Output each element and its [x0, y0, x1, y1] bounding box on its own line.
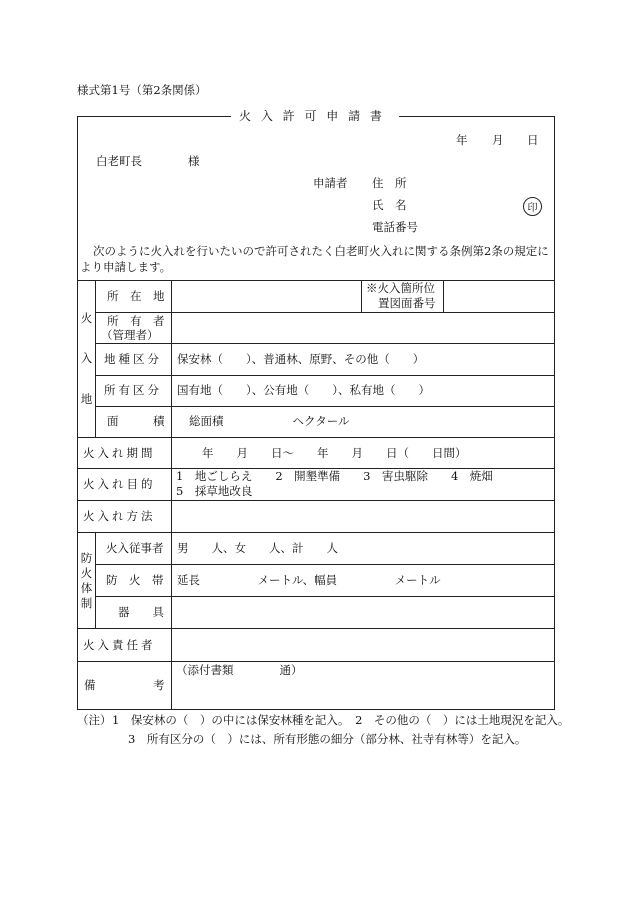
fireprev-group-char-3: 体	[80, 580, 93, 595]
rule-land-bottom	[77, 437, 555, 438]
location-label: 所 在 地	[107, 289, 165, 303]
workers-value: 男 人、女 人、計 人	[177, 541, 338, 555]
rule-land-group-divider	[95, 280, 96, 437]
firebreak-label: 防 火 帯	[106, 573, 164, 587]
purpose-label: 火入れ目的	[83, 477, 156, 491]
equipment-label: 器 具	[118, 605, 164, 619]
fireprev-group-char-2: 火	[80, 565, 93, 580]
form-id: 様式第1号（第2条関係）	[77, 83, 207, 97]
notes-label: （注）	[77, 713, 112, 727]
rule-purpose-bottom	[77, 500, 555, 501]
applicant-address-label: 住 所	[372, 176, 407, 190]
responsible-label: 火入責任者	[83, 638, 156, 652]
applicant-label: 申請者	[313, 176, 348, 190]
land-group-label	[78, 312, 95, 406]
seal-stamp-icon: 印	[523, 197, 542, 216]
fireprev-group-char-4: 制	[80, 595, 93, 610]
rule-firebreak-bottom	[95, 596, 555, 597]
workers-label: 火入従事者	[106, 541, 164, 555]
addressee-honorific: 様	[188, 154, 200, 168]
purpose-line2: 5 採草地改良	[176, 484, 253, 498]
fireprev-group-label	[78, 552, 95, 610]
applicant-name-label: 氏 名	[372, 198, 407, 212]
purpose-line1: 1 地ごしらえ 2 開墾準備 3 害虫駆除 4 焼畑	[176, 469, 493, 483]
applicant-phone-label: 電話番号	[372, 220, 418, 234]
period-label: 火入れ期間	[83, 446, 156, 460]
rule-method-bottom	[77, 532, 555, 533]
rule-owner-bottom	[95, 343, 555, 344]
addressee-name: 白老町長	[96, 154, 142, 168]
ownership-type-value: 国有地（ ）、公有地（ ）、私有地（ ）	[177, 383, 430, 397]
area-value: 総面積 ヘクタール	[189, 414, 350, 428]
rule-mapref-left	[361, 280, 362, 312]
owner-label-line2: （管理者）	[101, 328, 159, 342]
rule-fireprev-group-divider	[95, 532, 96, 628]
date-day: 日	[527, 133, 539, 147]
form-title: 火 入 許 可 申 請 書	[239, 109, 385, 123]
intro-text: 次のように火入れを行いたいので許可されたく白老町火入れに関する条例第2条の規定により申請します。	[80, 244, 549, 274]
rule-landtype-bottom	[95, 375, 555, 376]
mapref-label-line2: 置図面番号	[378, 296, 436, 310]
rule-location-bottom	[95, 312, 555, 313]
method-label: 火入れ方法	[83, 509, 156, 523]
land-group-char-2: 入	[80, 351, 93, 366]
rule-responsible-bottom	[77, 661, 555, 662]
period-value: 年 月 日～ 年 月 日（ 日間）	[202, 446, 467, 460]
date-month: 月	[492, 133, 504, 147]
rule-label-column-divider	[171, 280, 172, 710]
land-group-char-3: 地	[80, 391, 93, 406]
rule-fireprev-bottom	[77, 628, 555, 629]
notes-line2: 3 所有区分の（ ）には、所有形態の細分（部分林、社寺有林等）を記入。	[128, 732, 527, 746]
fireprev-group-char-1: 防	[80, 551, 93, 565]
rule-workers-bottom	[95, 564, 555, 565]
date-year: 年	[456, 133, 468, 147]
ownership-type-label: 所有区分	[104, 383, 162, 397]
owner-label-line1: 所 有 者	[107, 314, 165, 328]
rule-table-top	[77, 280, 555, 281]
area-label: 面 積	[107, 414, 165, 428]
remarks-label: 備 考	[84, 678, 165, 692]
form-frame	[77, 116, 555, 710]
remarks-value: （添付書類 通）	[176, 663, 303, 677]
mapref-label-line1: ※火入箇所位	[366, 281, 435, 295]
rule-ownership-bottom	[95, 406, 555, 407]
rule-mapref-right	[443, 280, 444, 312]
top-border-right	[399, 116, 555, 117]
land-type-label: 地種区分	[104, 352, 162, 366]
top-border-left	[77, 116, 231, 117]
land-group-char-1: 火	[80, 311, 93, 325]
land-type-value: 保安林（ ）、普通林、原野、その他（ ）	[177, 352, 425, 366]
firebreak-value: 延長 メートル、幅員 メートル	[177, 573, 441, 587]
notes-line1: 1 保安林の（ ）の中には保安林種を記入。 2 その他の（ ）には土地現況を記入。	[112, 713, 570, 727]
